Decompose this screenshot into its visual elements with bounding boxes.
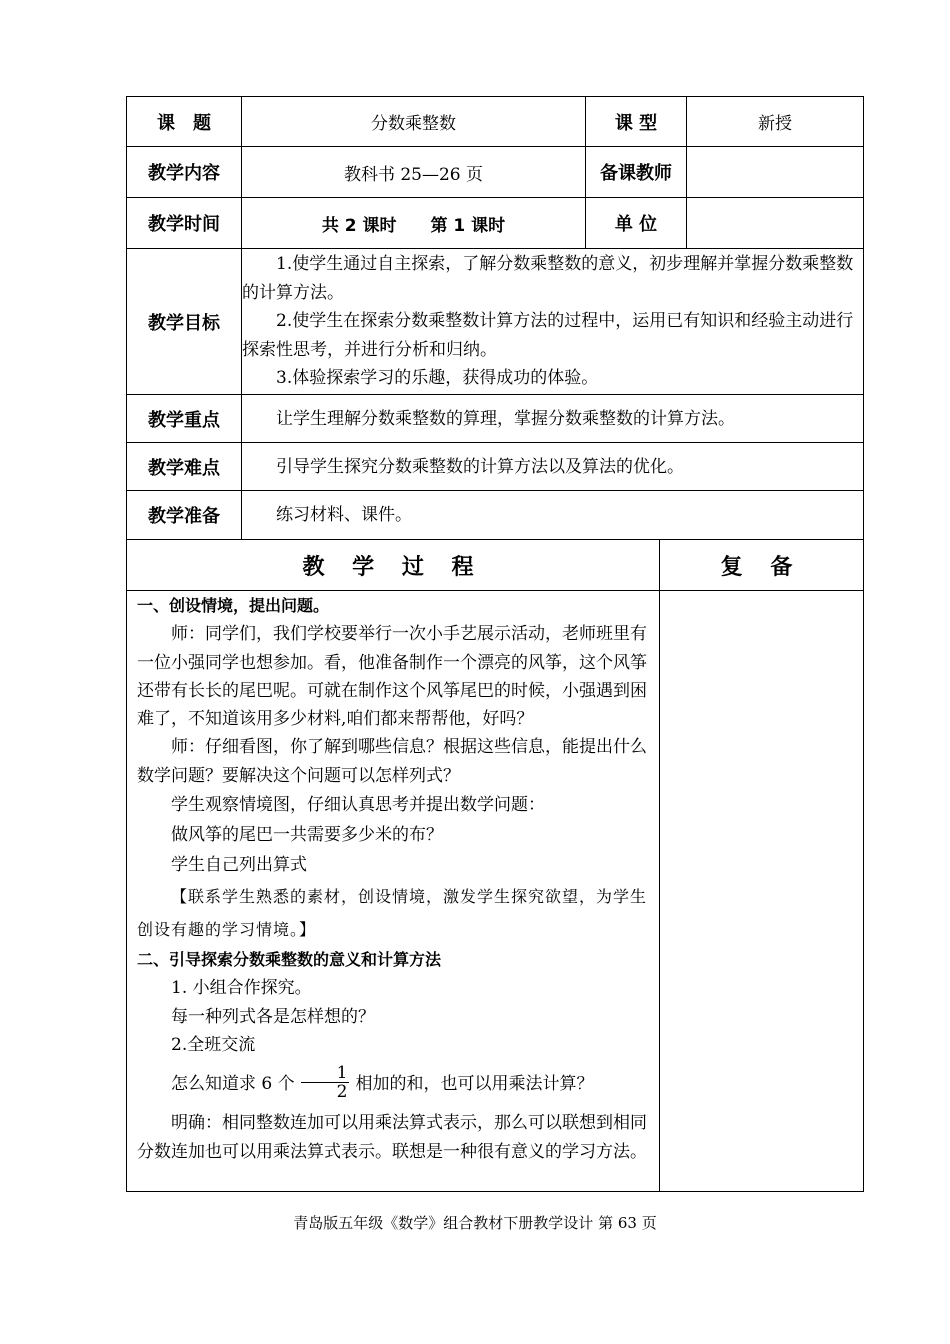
review-column — [660, 591, 864, 1192]
paragraph: 做风筝的尾巴一共需要多少米的布？ — [171, 825, 443, 846]
key-point-value — [242, 395, 864, 443]
paragraph: 学生自己列出算式 — [171, 855, 307, 876]
difficulty-text: 引导学生探究分数乘整数的计算方法以及算法的优化。 — [276, 456, 684, 477]
paragraph: 1. 小组合作探究。 — [171, 978, 312, 999]
unit-value — [687, 198, 864, 249]
row-time — [127, 198, 864, 249]
paragraph: 2.全班交流 — [171, 1034, 256, 1055]
fraction-numerator: 1 — [301, 1064, 350, 1083]
row-content — [127, 147, 864, 198]
type-label: 课 型 — [586, 97, 687, 147]
key-point-text: 让学生理解分数乘整数的算理，掌握分数乘整数的计算方法。 — [276, 408, 735, 429]
goal-item: 3.体验探索学习的乐趣，获得成功的体验。 — [276, 368, 599, 389]
key-point-label: 教学重点 — [127, 395, 242, 443]
content-label: 教学内容 — [127, 147, 242, 198]
teacher-value — [687, 147, 864, 198]
difficulty-label: 教学难点 — [127, 443, 242, 491]
teacher-label: 备课教师 — [586, 147, 687, 198]
unit-label: 单 位 — [586, 198, 687, 249]
formula-line — [137, 1059, 651, 1109]
preparation-value — [242, 491, 864, 540]
formula-pre: 怎么知道求 6 个 — [171, 1074, 295, 1095]
goals-label: 教学目标 — [127, 249, 242, 395]
preparation-text: 练习材料、课件。 — [276, 505, 412, 525]
goal-item: 2.使学生在探索分数乘整数计算方法的过程中，运用已有知识和经验主动进行探索性思考，并进行分析和归纳。 — [242, 311, 854, 360]
topic-value: 分数乘整数 — [242, 97, 586, 147]
paragraph: 师：同学们，我们学校要举行一次小手艺展示活动，老师班里有一位小强同学也想参加。看，他准备制作一个漂亮的风筝，这个风筝还带有长长的尾巴呢。可就在制作这个风筝尾巴的时候，小强遇到困难了，不知道该用多少材料,咱们都来帮帮他，好吗？ — [137, 624, 647, 730]
topic-label: 课 题 — [127, 97, 242, 147]
section-heading: 二、引导探索分数乘整数的意义和计算方法 — [137, 950, 442, 970]
row-difficulty — [127, 443, 864, 491]
row-key-point — [127, 395, 864, 443]
process-title: 教 学 过 程 — [127, 540, 660, 591]
formula-post: 相加的和，也可以用乘法计算？ — [355, 1074, 594, 1095]
lesson-plan-table — [126, 96, 864, 1192]
preparation-label: 教学准备 — [127, 491, 242, 540]
teaching-note: 【联系学生熟悉的素材，创设情境，激发学生探究欲望，为学生创设有趣的学习情境。】 — [137, 887, 648, 940]
content-value: 教科书 25—26 页 — [242, 147, 586, 198]
difficulty-value — [242, 443, 864, 491]
paragraph: 学生观察情境图，仔细认真思考并提出数学问题： — [171, 795, 545, 816]
process-content — [127, 591, 660, 1192]
page-footer: 青岛版五年级《数学》组合教材下册教学设计 第 63 页 — [293, 1214, 657, 1232]
row-process-body — [127, 591, 864, 1192]
goal-item: 1.使学生通过自主探索，了解分数乘整数的意义，初步理解并掌握分数乘整数的计算方法。 — [242, 254, 854, 303]
row-topic — [127, 97, 864, 147]
paragraph: 每一种列式各是怎样想的？ — [171, 1006, 375, 1027]
row-goals — [127, 249, 864, 395]
time-value: 共 2 课时 第 1 课时 — [242, 198, 586, 249]
fraction-denominator: 2 — [336, 1082, 348, 1103]
type-value: 新授 — [687, 97, 864, 147]
goals-content — [242, 249, 864, 395]
review-title: 复 备 — [660, 540, 864, 591]
section-heading: 一、创设情境，提出问题。 — [137, 596, 330, 615]
paragraph: 明确：相同整数连加可以用乘法算式表示，那么可以联想到相同分数连加也可以用乘法算式表示。联想是一种很有意义的学习方法。 — [137, 1113, 647, 1162]
time-label: 教学时间 — [127, 198, 242, 249]
fraction — [301, 1064, 350, 1101]
row-preparation — [127, 491, 864, 540]
paragraph: 师：仔细看图，你了解到哪些信息？根据这些信息，能提出什么数学问题？要解决这个问题可以怎样列式？ — [137, 737, 647, 786]
row-process-header — [127, 540, 864, 591]
